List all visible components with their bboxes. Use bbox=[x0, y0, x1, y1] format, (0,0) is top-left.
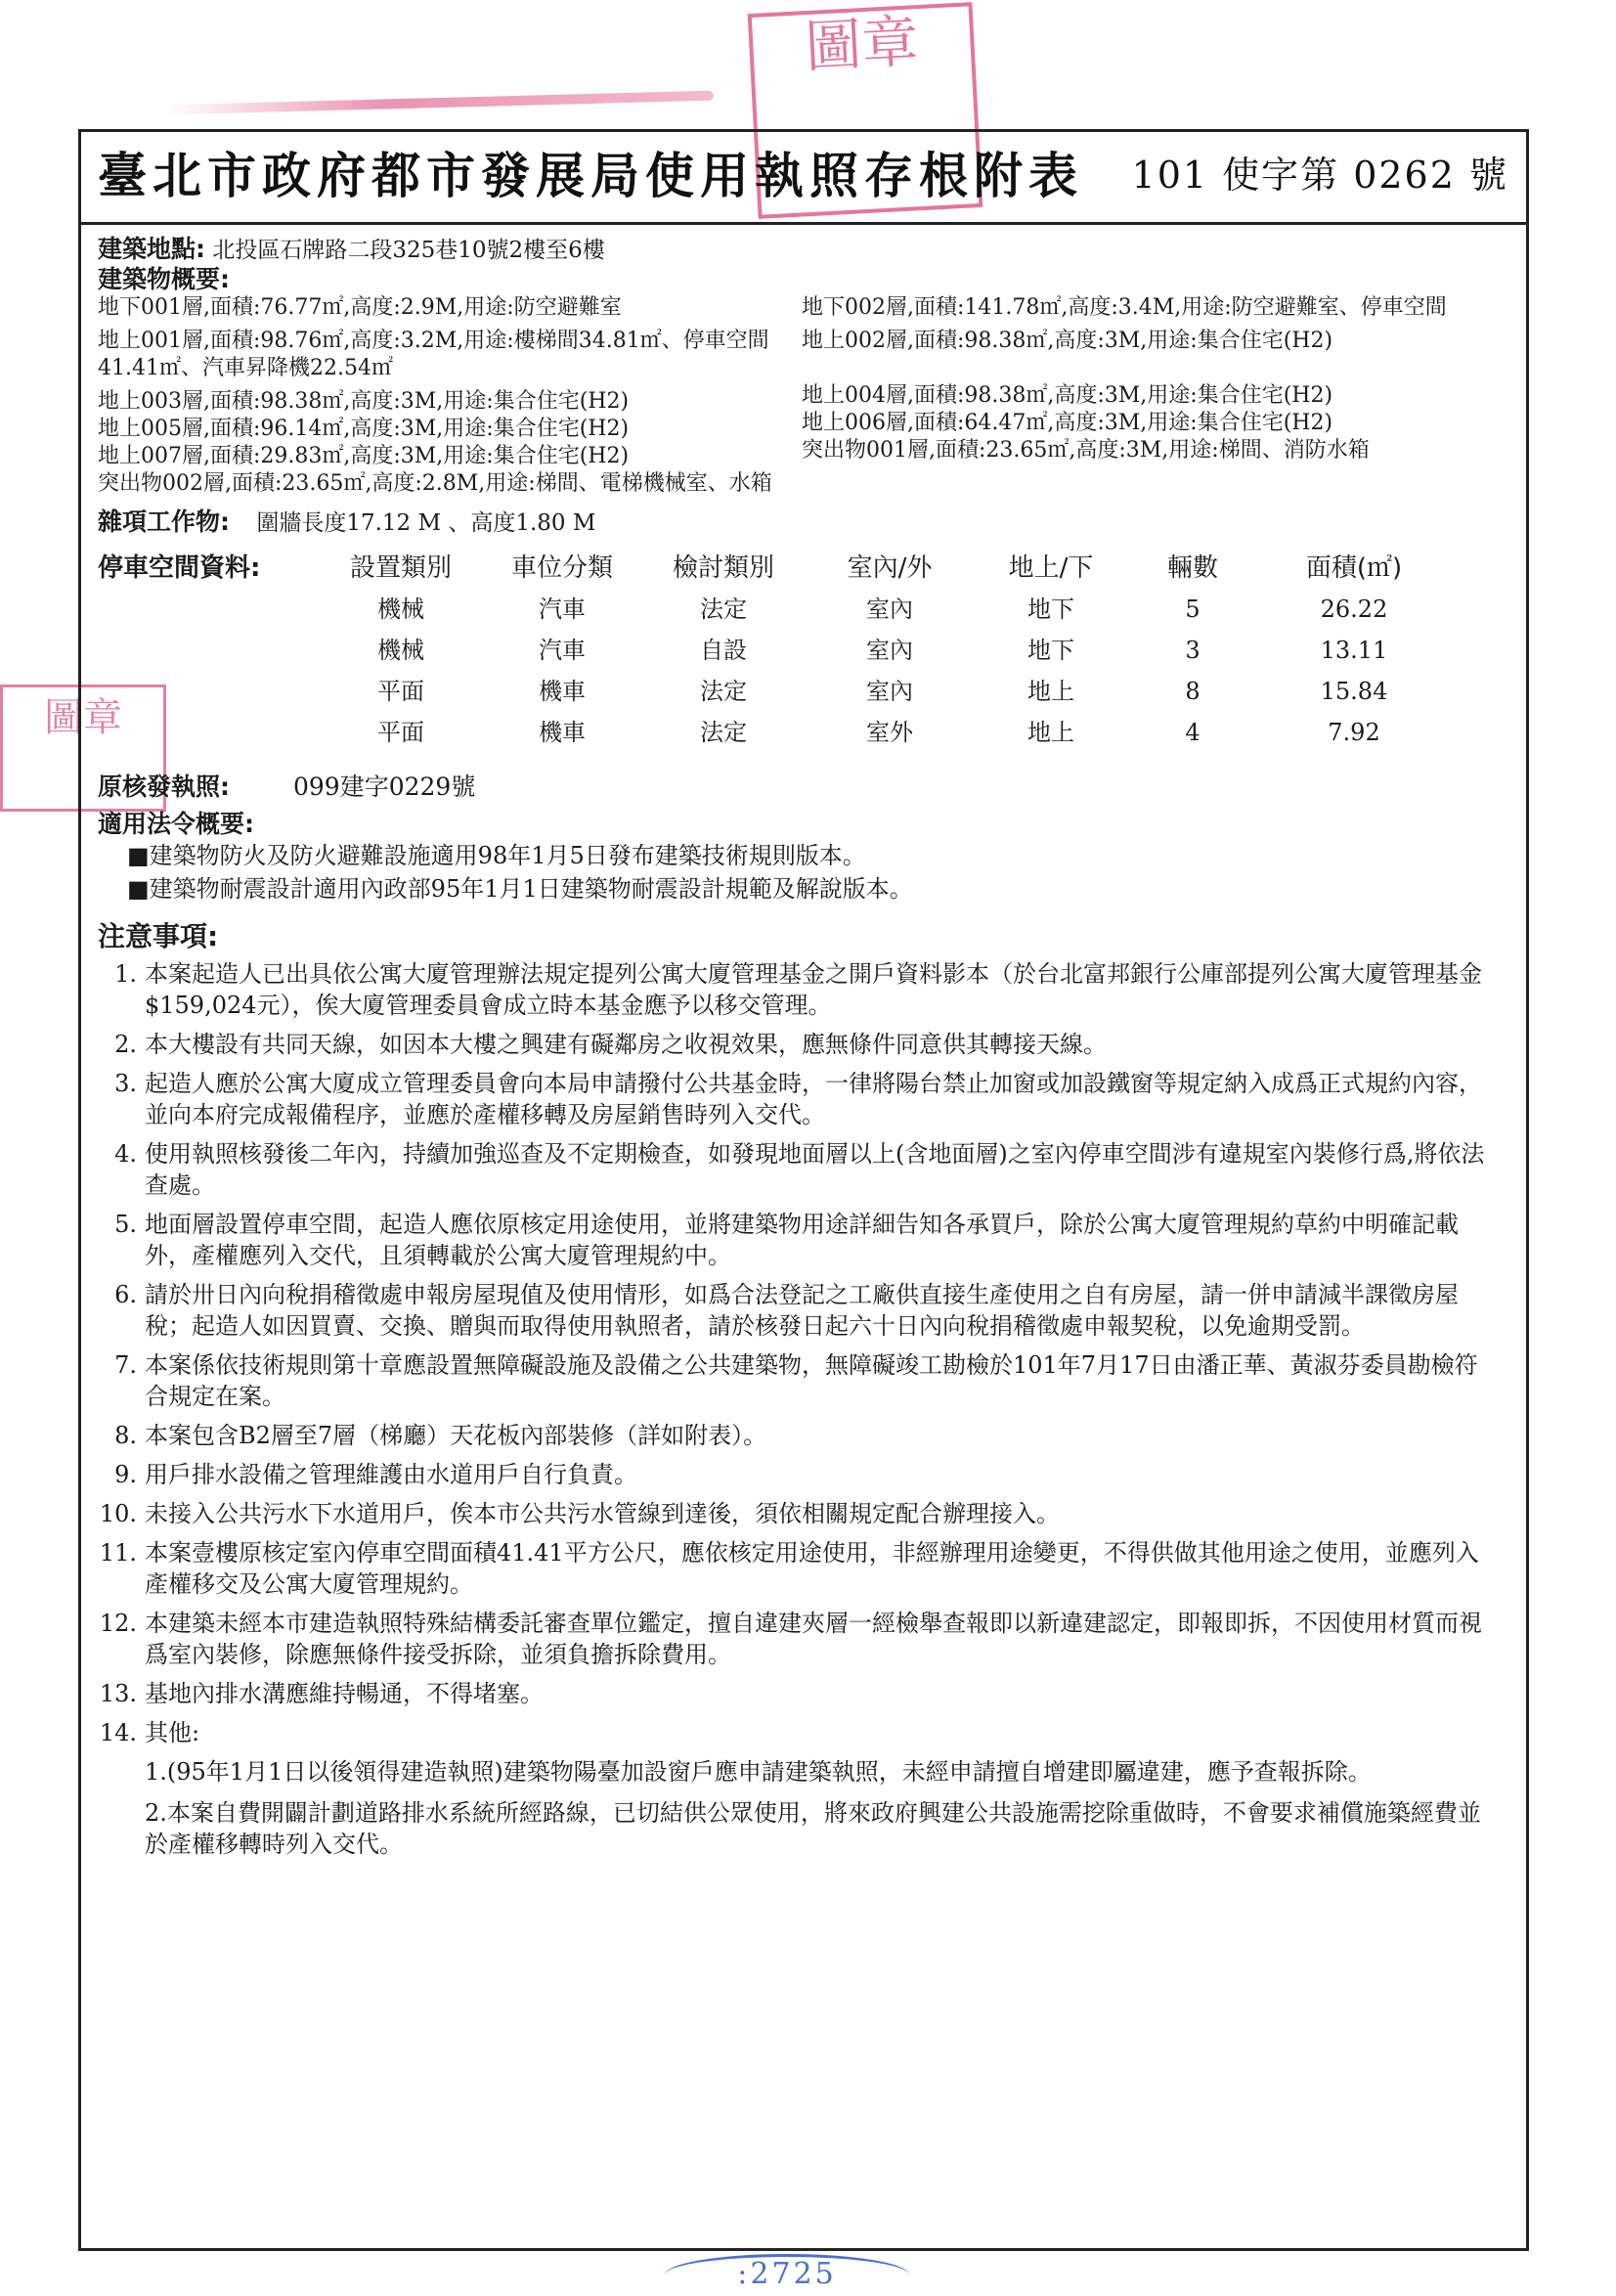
floor-entry: 地上004層,面積:98.38㎡,高度:3M,用途:集合住宅(H2) bbox=[802, 383, 1333, 408]
list-item bbox=[98, 1029, 1506, 1060]
table-cell: 地上 bbox=[1027, 678, 1074, 705]
note-number: 4. bbox=[114, 1140, 137, 1168]
parking-label: 停車空間資料: bbox=[98, 553, 261, 583]
list-item bbox=[98, 1138, 1506, 1201]
overview-left bbox=[98, 294, 802, 498]
note-number: 9. bbox=[114, 1461, 137, 1488]
note-text: 起造人應於公寓大廈成立管理委員會向本局申請撥付公共基金時，一律將陽台禁止加窗或加設鐵窗等規定納入成爲正式規約內容，並向本府完成報備程序，並應於產權移轉及房屋銷售時列入交代。 bbox=[145, 1070, 1482, 1128]
red-seal-stamp-left: 圖章 bbox=[0, 684, 166, 812]
overview-label: 建築物概要: bbox=[98, 265, 230, 293]
note-text: 本案起造人已出具依公寓大廈管理辦法規定提列公寓大廈管理基金之開戶資料影本（於台北富邦銀行公庫部提列公寓大廈管理基金$159,024元），俟大廈管理委員會成立時本基金應予以移交管理。 bbox=[145, 960, 1482, 1019]
list-item bbox=[98, 1678, 1506, 1709]
note-number: 7. bbox=[114, 1351, 137, 1379]
note-text: 用戶排水設備之管理維護由水道用戶自行負責。 bbox=[145, 1461, 637, 1488]
table-cell: 室內 bbox=[866, 596, 913, 623]
list-item bbox=[98, 1537, 1506, 1600]
note-text: 地面層設置停車空間，起造人應依原核定用途使用，並將建築物用途詳細告知各承買戶，除於公寓大廈管理規約草約中明確記載外，產權應列入交代，且須轉載於公寓大廈管理規約中。 bbox=[145, 1211, 1459, 1269]
note-number: 12. bbox=[99, 1610, 137, 1637]
floor-entry: 地上003層,面積:98.38㎡,高度:3M,用途:集合住宅(H2) bbox=[98, 389, 630, 414]
list-item bbox=[98, 1420, 1506, 1451]
red-seal-stamp: 圖章 bbox=[748, 2, 983, 219]
floor-entry: 地上007層,面積:29.83㎡,高度:3M,用途:集合住宅(H2) bbox=[98, 444, 630, 468]
list-item bbox=[98, 1279, 1506, 1342]
floor-entry: 地上006層,面積:64.47㎡,高度:3M,用途:集合住宅(H2) bbox=[802, 411, 1333, 435]
original-permit-label: 原核發執照: bbox=[98, 773, 230, 801]
list-item bbox=[98, 1459, 1506, 1490]
table-cell: 室內 bbox=[866, 678, 913, 705]
table-cell: 室內 bbox=[866, 637, 913, 664]
list-item bbox=[98, 1068, 1506, 1130]
column-header: 面積(㎡) bbox=[1305, 553, 1403, 583]
table-cell: 機械 bbox=[377, 596, 424, 623]
ink-streak bbox=[166, 91, 714, 115]
column-header: 室內/外 bbox=[847, 553, 933, 583]
table-cell: 15.84 bbox=[1320, 678, 1388, 705]
table-cell: 26.22 bbox=[1320, 596, 1388, 623]
table-cell: 地下 bbox=[1027, 596, 1074, 623]
table-cell: 機車 bbox=[539, 719, 586, 746]
note-number: 3. bbox=[114, 1070, 137, 1097]
column-header: 地上/下 bbox=[1008, 553, 1094, 583]
table-cell: 汽車 bbox=[539, 637, 586, 664]
floor-entry: 突出物001層,面積:23.65㎡,高度:3M,用途:梯間、消防水箱 bbox=[802, 438, 1370, 463]
column-header: 設置類別 bbox=[349, 553, 452, 583]
note-text: 未接入公共污水下水道用戶，俟本市公共污水管線到達後，須依相關規定配合辦理接入。 bbox=[145, 1500, 1060, 1527]
table-cell: 地上 bbox=[1027, 719, 1074, 746]
site-row bbox=[98, 235, 1506, 265]
table-cell: 4 bbox=[1185, 719, 1201, 746]
table-row bbox=[98, 671, 1506, 712]
note-number: 14. bbox=[99, 1719, 137, 1746]
list-item bbox=[98, 1209, 1506, 1271]
document-title: 臺北市政府都市發展局使用執照存根附表 bbox=[98, 147, 1083, 204]
list-item bbox=[98, 958, 1506, 1021]
note-number: 10. bbox=[99, 1500, 137, 1527]
misc-value: 圍牆長度17.12 M 、高度1.80 M bbox=[256, 510, 596, 536]
overview-columns bbox=[98, 294, 1506, 498]
table-cell: 法定 bbox=[700, 719, 747, 746]
table-cell: 3 bbox=[1185, 637, 1201, 664]
note-number: 2. bbox=[114, 1031, 137, 1058]
table-cell: 法定 bbox=[700, 596, 747, 623]
table-cell: 機械 bbox=[377, 637, 424, 664]
note-text: 本大樓設有共同天線，如因本大樓之興建有礙鄰房之收視效果，應無條件同意供其轉接天線。 bbox=[145, 1031, 1107, 1058]
column-header: 輛數 bbox=[1166, 553, 1218, 583]
table-cell: 機車 bbox=[539, 678, 586, 705]
floor-entry: 突出物002層,面積:23.65㎡,高度:2.8M,用途:梯間、電梯機械室、水箱 bbox=[98, 471, 772, 496]
note-text: 本建築未經本市建造執照特殊結構委託審查單位鑑定，擅自違建夾層一經檢舉查報即以新違建認定，即報即拆，不因使用材質而視爲室內裝修，除應無條件接受拆除，並須負擔拆除費用。 bbox=[145, 1610, 1482, 1668]
note-number: 11. bbox=[99, 1539, 137, 1567]
sub-note: 1.(95年1月1日以後領得建造執照)建築物陽臺加設窗戶應申請建築執照，未經申請擅自增建即屬違建，應予查報拆除。 bbox=[145, 1758, 1372, 1786]
floor-entry: 地上005層,面積:96.14㎡,高度:3M,用途:集合住宅(H2) bbox=[98, 417, 630, 441]
note-text: 本案係依技術規則第十章應設置無障礙設施及設備之公共建築物，無障礙竣工勘檢於101年7月17日由潘正華、黃淑芬委員勘檢符合規定在案。 bbox=[145, 1351, 1478, 1410]
table-cell: 地下 bbox=[1027, 637, 1074, 664]
list-item bbox=[98, 1349, 1506, 1412]
overview-right bbox=[802, 294, 1506, 498]
list-item bbox=[98, 1498, 1506, 1529]
note-number: 6. bbox=[114, 1281, 137, 1308]
floor-entry: 地上002層,面積:98.38㎡,高度:3M,用途:集合住宅(H2) bbox=[802, 329, 1333, 353]
permit-number: 101 使字第 0262 號 bbox=[1131, 154, 1508, 197]
original-permit-value: 099建字0229號 bbox=[293, 773, 476, 801]
table-cell: 室外 bbox=[866, 719, 913, 746]
note-text: 本案壹樓原核定室內停車空間面積41.41平方公尺，應依核定用途使用，非經辦理用途變更，不得供做其他用途之使用，並應列入產權移交及公寓大廈管理規約。 bbox=[145, 1539, 1479, 1598]
column-header: 檢討類別 bbox=[672, 553, 774, 583]
table-cell: 平面 bbox=[377, 678, 424, 705]
note-number: 5. bbox=[114, 1211, 137, 1238]
parking-header-row bbox=[98, 548, 1506, 589]
document-body bbox=[98, 235, 1506, 1870]
misc-row bbox=[98, 508, 1506, 538]
table-row bbox=[98, 630, 1506, 671]
table-row bbox=[98, 712, 1506, 753]
table-cell: 自設 bbox=[700, 637, 747, 664]
list-item bbox=[98, 1717, 1506, 1748]
notes-label: 注意事項: bbox=[98, 920, 219, 952]
table-cell: 8 bbox=[1185, 678, 1201, 705]
table-cell: 7.92 bbox=[1328, 719, 1380, 746]
laws-label: 適用法令概要: bbox=[98, 810, 254, 838]
floor-entry: 地上001層,面積:98.76㎡,高度:3.2M,用途:樓梯間34.81㎡、停車空間41.41㎡、汽車昇降機22.54㎡ bbox=[98, 329, 769, 380]
note-number: 1. bbox=[114, 960, 137, 988]
table-cell: 法定 bbox=[700, 678, 747, 705]
note-text: 基地內排水溝應維持暢通，不得堵塞。 bbox=[145, 1680, 544, 1707]
note-text: 請於卅日內向稅捐稽徵處申報房屋現值及使用情形，如爲合法登記之工廠供直接生產使用之自有房屋，請一併申請減半課徵房屋稅；起造人如因買賣、交換、贈與而取得使用執照者，請於核發日起六十日內向稅捐稽徵處申報契稅，以免逾期受罰。 bbox=[145, 1281, 1459, 1340]
law-item: ■建築物耐震設計適用內政部95年1月1日建築物耐震設計規範及解說版本。 bbox=[127, 875, 913, 903]
column-header: 車位分類 bbox=[510, 553, 613, 583]
floor-entry: 地下002層,面積:141.78㎡,高度:3.4M,用途:防空避難室、停車空間 bbox=[802, 295, 1447, 320]
table-cell: 汽車 bbox=[539, 596, 586, 623]
notes-list bbox=[98, 958, 1506, 1748]
sub-note: 2.本案自費開闢計劃道路排水系統所經路線，已切結供公眾使用，將來政府興建公共設施需挖除重做時，不會要求補償施築經費並於產權移轉時列入交代。 bbox=[145, 1799, 1481, 1858]
site-value: 北投區石牌路二段325巷10號2樓至6樓 bbox=[212, 238, 605, 263]
note-number: 8. bbox=[114, 1422, 137, 1449]
note-text: 其他: bbox=[145, 1719, 200, 1746]
table-cell: 平面 bbox=[377, 719, 424, 746]
law-item: ■建築物防火及防火避難設施適用98年1月5日發布建築技術規則版本。 bbox=[127, 842, 866, 869]
note-number: 13. bbox=[99, 1680, 137, 1707]
note-text: 使用執照核發後二年內，持續加強巡查及不定期檢查，如發現地面層以上(含地面層)之室內停車空間涉有違規室內裝修行爲,將依法查處。 bbox=[145, 1140, 1485, 1199]
note-text: 本案包含B2層至7層（梯廳）天花板內部裝修（詳如附表）。 bbox=[145, 1422, 767, 1449]
site-label: 建築地點: bbox=[98, 235, 205, 263]
table-cell: 5 bbox=[1185, 596, 1201, 623]
blue-seal-stamp: :2725 bbox=[665, 2254, 909, 2296]
table-row bbox=[98, 589, 1506, 630]
table-cell: 13.11 bbox=[1320, 637, 1388, 664]
misc-label: 雜項工作物: bbox=[98, 508, 230, 536]
parking-table bbox=[98, 548, 1506, 753]
list-item bbox=[98, 1608, 1506, 1670]
original-permit-row bbox=[98, 771, 1506, 804]
floor-entry: 地下001層,面積:76.77㎡,高度:2.9M,用途:防空避難室 bbox=[98, 295, 622, 320]
